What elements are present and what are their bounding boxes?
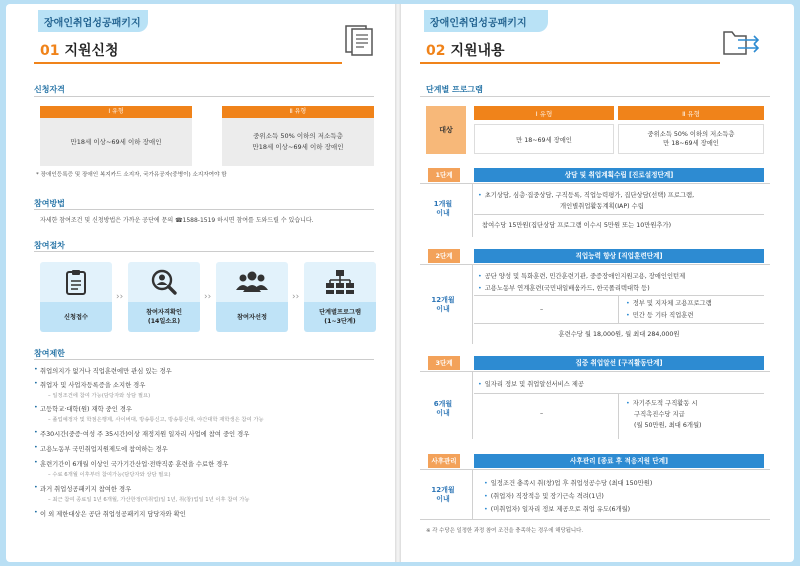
stage2-period-unit: 이내	[436, 305, 450, 313]
step-selection	[216, 262, 288, 332]
procedure-heading: 참여절차	[34, 241, 65, 250]
left-page-title	[40, 40, 119, 60]
aftercare-bullet-3: • (미취업자) 일자리 정보 제공으로 취업 유도(6개월)	[484, 504, 630, 513]
step-eligibility-sublabel: (14일소요)	[147, 318, 181, 325]
restriction-sub-3: – 졸업예정자 및 학점은행제, 사이버대, 방송통신고, 방송통신대, 야간대학 재학생은 참여 가능	[48, 415, 264, 423]
stage2-inner-line	[474, 295, 764, 296]
step-program-label: 단계별프로그램	[319, 309, 361, 316]
right-title-number: 02	[426, 43, 446, 59]
stage1-period	[420, 200, 466, 218]
method-text: 자세한 참여조건 및 신청방법은 가까운 공단에 문의 ☎1588-1519 하시면 참여를 도와드릴 수 있습니다.	[40, 217, 314, 224]
aftercare-bottom-line	[420, 519, 770, 520]
stage3-badge: 3단계	[428, 356, 460, 370]
restriction-sub-6: – 수료 6개월 이후부터 참여가능(담당자와 상담 필요)	[48, 470, 171, 478]
target-type1: 만 18~69세 장애인	[474, 124, 614, 154]
stage2-period-value: 12개월	[431, 296, 455, 304]
stage3-dash: –	[540, 410, 544, 417]
stage3-inner-line	[474, 393, 764, 394]
step-arrow-2: ››	[204, 292, 212, 302]
target-label: 대상	[426, 106, 466, 154]
stage1-period-unit: 이내	[436, 209, 450, 217]
step-program-sublabel: (1~3단계)	[324, 318, 356, 325]
target-type2	[618, 124, 764, 154]
group-people-icon	[235, 270, 269, 294]
stage3-inner-vline	[618, 393, 619, 439]
target-type2-line2: 만 18~69세 장애인	[663, 140, 719, 147]
restriction-heading: 참여제한	[34, 349, 65, 358]
type1-head: Ⅰ 유형	[40, 106, 192, 118]
documents-icon	[344, 24, 382, 58]
step-arrow-3: ››	[292, 292, 300, 302]
type1-body-line: 만18세 이상~69세 이하 장애인	[70, 137, 162, 146]
stage1-allowance: 참여수당 15만원(집단상담 프로그램 이수시 5만원 또는 10만원추가)	[482, 222, 672, 229]
aftercare-badge: 사후관리	[428, 454, 460, 468]
restriction-item-8: • 이 외 제한대상은 공단 취업성공패키지 담당자와 확인	[40, 509, 186, 518]
stage3-period-unit: 이내	[436, 409, 450, 417]
stage2-allowance: 훈련수당 월 18,000원, 월 최대 284,000원	[558, 331, 680, 338]
step-apply-label: 신청접수	[64, 313, 88, 321]
qualification-heading: 신청자격	[34, 85, 65, 94]
right-title-text: 지원내용	[450, 43, 505, 59]
stage3-right-bullet-3: (월 50만원, 최대 6개월)	[634, 422, 702, 429]
stage2-vline	[472, 264, 473, 344]
restriction-sub-2: – 일정조건에 참여 가능(담당자와 상담 필요)	[48, 391, 150, 399]
stage2-right-bullet-2: • 민간 등 기타 직업훈련	[626, 310, 693, 319]
method-heading: 참여방법	[34, 199, 65, 208]
stage3-right-bullet-1: • 자기주도적 구직활동 시	[626, 398, 698, 407]
left-title-number: 01	[40, 43, 60, 59]
stage1-bullet-line1: • 초기상담, 심층·집중상담, 구직등록, 직업능력평가, 집단상담(선택) 프로그램,	[478, 190, 694, 199]
aftercare-period	[420, 486, 466, 504]
restriction-item-3: • 고등학교·대학(원) 재학 중인 경우	[40, 404, 132, 413]
stage1-bullet-line2: 개인별취업활동계획(IAP) 수립	[560, 203, 644, 210]
step-eligibility-label: 참여자격확인	[146, 309, 182, 316]
type2-head: Ⅱ 유형	[222, 106, 374, 118]
restriction-item-6: • 훈련기간이 6개월 이상인 국가기간산업·전략직종 훈련을 수료한 경우	[40, 459, 228, 468]
folder-transfer-icon	[722, 24, 760, 58]
left-header-tab: 장애인취업성공패키지	[38, 10, 148, 32]
restriction-item-1: • 취업의지가 없거나 직업훈련에만 관심 있는 경우	[40, 366, 172, 375]
page-binding	[395, 4, 401, 562]
restriction-item-4: • 주30시간(중증·여성 주 35시간)이상 재정지원 일자리 사업에 참여 중인 경우	[40, 429, 249, 438]
restriction-item-2: • 취업자 및 사업자등록증을 소지한 경우	[40, 380, 145, 389]
stage2-badge: 2단계	[428, 249, 460, 263]
procedure-divider	[34, 251, 374, 252]
type2-body-line1: 중위소득 50% 이하의 저소득층	[253, 132, 343, 140]
aftercare-period-value: 12개월	[431, 486, 455, 494]
type2-box	[222, 106, 374, 166]
stage3-vline	[472, 371, 473, 439]
magnifier-person-icon	[150, 268, 178, 296]
hierarchy-icon	[325, 269, 355, 295]
stage2-bullet-1: • 공단 양성 및 특화훈련, 민간훈련기관, 중증장애인지원고용, 장애인인턴제	[478, 271, 685, 280]
stage2-right-bullet-1: • 정부 및 지자체 고용프로그램	[626, 298, 712, 307]
stage1-vline	[472, 183, 473, 237]
type2-body-line2: 만18세 이상~69세 이하 장애인	[252, 143, 344, 151]
aftercare-bullet-1: • 일정조건 충족시 취(창)업 후 취업성공수당 (최대 150만원)	[484, 478, 652, 487]
stage3-bullet: • 일자리 정보 및 취업알선서비스 제공	[478, 379, 584, 388]
right-header-tab: 장애인취업성공패키지	[424, 10, 548, 32]
left-title-underline	[34, 62, 342, 64]
restriction-divider	[34, 359, 374, 360]
aftercare-title: 사후관리 [종료 후 적응지원 단계]	[474, 454, 764, 468]
method-divider	[34, 209, 374, 210]
left-title-text: 지원신청	[64, 43, 119, 59]
stage3-period	[420, 400, 466, 418]
stage3-right-bullet-2: 구직촉진수당 지급	[634, 411, 685, 418]
stage2-period	[420, 296, 466, 314]
type2-body	[222, 118, 374, 166]
stage1-inner-line	[474, 214, 764, 215]
stage1-title: 상담 및 취업계획수립 [진로설정단계]	[474, 168, 764, 182]
target-type2-line1: 중위소득 50% 이하의 저소득층	[647, 131, 735, 138]
type1-body	[40, 118, 192, 166]
stage3-period-value: 6개월	[433, 400, 453, 408]
stage2-dash: –	[540, 306, 544, 313]
stage2-bullet-2: • 고용노동부 연계훈련(국민내일배움카드, 한국폴리텍대학 등)	[478, 283, 650, 292]
type1-box	[40, 106, 192, 166]
step-apply	[40, 262, 112, 332]
aftercare-bullet-2: • (취업자) 직장적응 및 장기근속 격려(1년)	[484, 491, 604, 500]
stage2-inner-vline	[618, 295, 619, 323]
stage1-badge: 1단계	[428, 168, 460, 182]
right-page-title	[426, 40, 505, 60]
qualification-divider	[34, 96, 374, 97]
clipboard-icon	[65, 269, 87, 295]
step-arrow-1: ››	[116, 292, 124, 302]
right-title-underline	[420, 62, 720, 64]
stage2-inner-line-2	[474, 323, 764, 324]
footnote: ※ 각 수당은 일정한 과정 참여 조건을 충족하는 경우에 해당됩니다.	[426, 528, 584, 534]
target-type1-head: Ⅰ 유형	[474, 106, 614, 120]
stage2-title: 직업능력 향상 [직업훈련단계]	[474, 249, 764, 263]
step-program	[304, 262, 376, 332]
aftercare-vline	[472, 469, 473, 519]
step-eligibility	[128, 262, 200, 332]
qualification-note: * 장애인등록증 및 장애인 복지카드 소지자, 국가유공자(중병이) 소지자여야 함	[36, 172, 227, 178]
stage1-period-value: 1개월	[433, 200, 453, 208]
step-selection-label: 참여자선정	[237, 313, 267, 321]
program-heading: 단계별 프로그램	[426, 85, 483, 94]
aftercare-period-unit: 이내	[436, 495, 450, 503]
restriction-sub-7: – 최근 참여 종료일 1년 6개월, 가산한정(미취업)일 1년, 취(창)업일 1년 이후 참여 가능	[48, 495, 249, 503]
target-type2-head: Ⅱ 유형	[618, 106, 764, 120]
restriction-item-5: • 고용노동부 국민취업지원제도에 참여하는 경우	[40, 444, 168, 453]
stage3-title: 집중 취업알선 [구직활동단계]	[474, 356, 764, 370]
restriction-item-7: • 과거 취업성공패키지 참여한 경우	[40, 484, 131, 493]
program-divider	[420, 96, 770, 97]
